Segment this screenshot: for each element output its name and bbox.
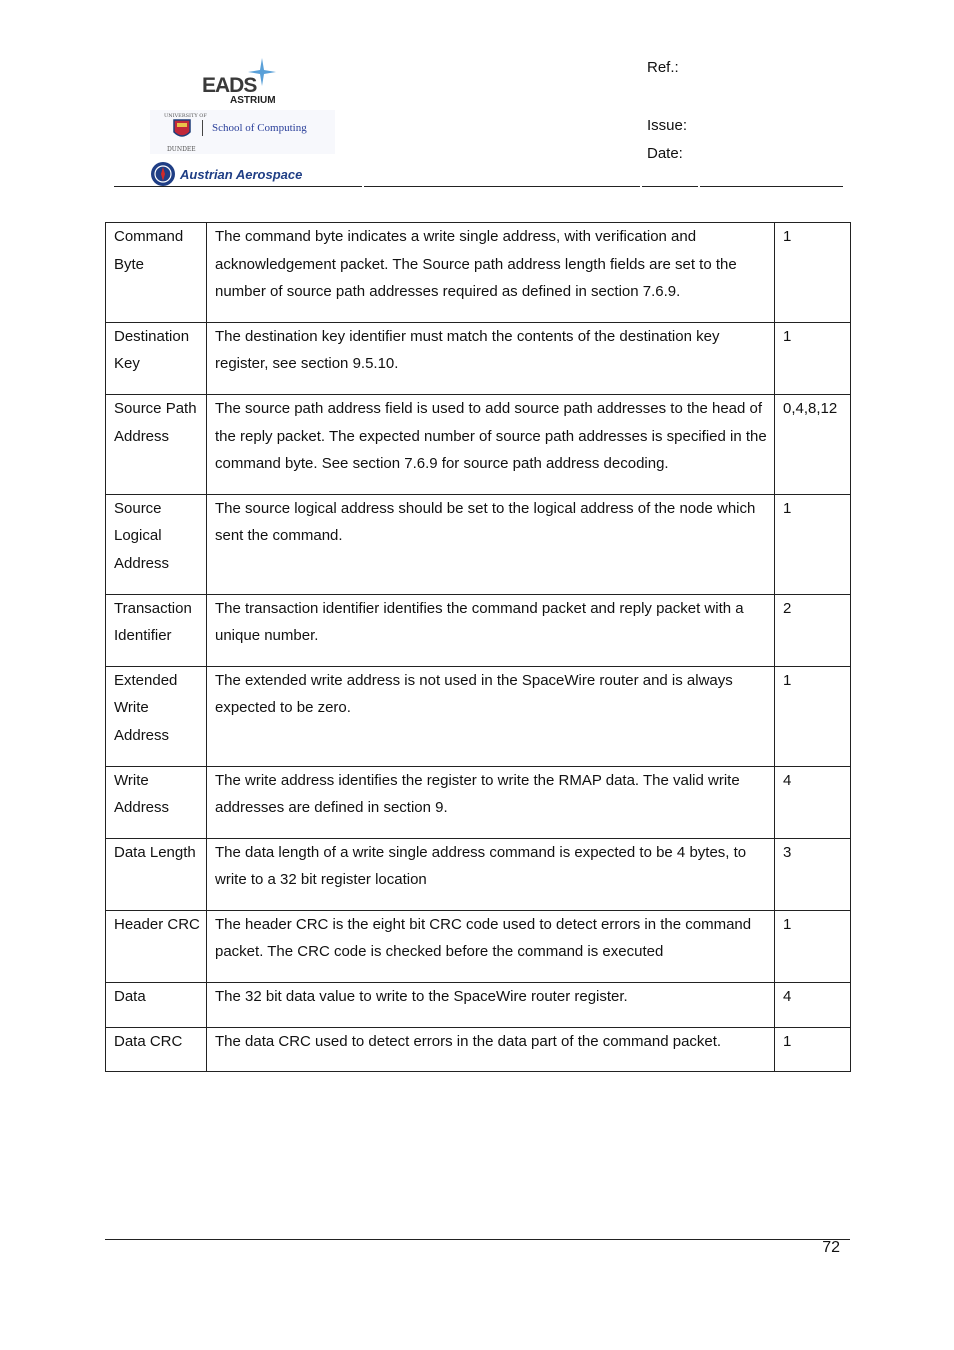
table-row [106, 666, 851, 766]
document-header [0, 0, 954, 200]
austrian-aerospace-text: Austrian Aerospace [180, 167, 303, 182]
field-size-cell: 1 [775, 223, 851, 323]
table-row [106, 1027, 851, 1072]
field-description-cell: The source path address field is used to add source path addresses to the head of the reply packet. The expected number of source path addresses is specified in the command byte. See section 7.6.9 for source path address decoding. [207, 394, 775, 494]
field-name-cell: Data CRC [106, 1027, 207, 1072]
page-number: 72 [822, 1239, 840, 1256]
school-of-computing-text: School of Computing [212, 122, 307, 134]
header-rule-logo [114, 186, 362, 187]
field-description-cell: The header CRC is the eight bit CRC code used to detect errors in the command packet. The CRC code is checked before the command is executed [207, 910, 775, 982]
field-size-cell: 4 [775, 983, 851, 1028]
field-description-cell: The 32 bit data value to write to the SpaceWire router register. [207, 983, 775, 1028]
ref-label: Ref.: [647, 59, 679, 76]
field-size-cell: 4 [775, 766, 851, 838]
issue-label: Issue: [647, 117, 688, 134]
eads-logo-text: EADS [202, 74, 257, 97]
field-description-cell: The transaction identifier identifies the command packet and reply packet with a unique number. [207, 594, 775, 666]
astrium-logo-text: ASTRIUM [230, 95, 276, 106]
footer-rule [105, 1239, 850, 1240]
table-row [106, 983, 851, 1028]
field-name-cell: Write Address [106, 766, 207, 838]
table-row [106, 838, 851, 910]
field-size-cell: 1 [775, 1027, 851, 1072]
field-name-cell: Destination Key [106, 322, 207, 394]
field-description-cell: The write address identifies the register to write the RMAP data. The valid write addresses are defined in section 9. [207, 766, 775, 838]
table-row [106, 910, 851, 982]
field-name-cell: Header CRC [106, 910, 207, 982]
field-size-cell: 3 [775, 838, 851, 910]
field-description-cell: The data length of a write single address command is expected to be 4 bytes, to write to a 32 bit register location [207, 838, 775, 910]
field-name-cell: Source Path Address [106, 394, 207, 494]
field-name-cell: Source Logical Address [106, 494, 207, 594]
table-row [106, 494, 851, 594]
field-name-cell: Command Byte [106, 223, 207, 323]
header-rule-middle [364, 186, 640, 187]
rmap-field-table-body [106, 223, 851, 1072]
field-size-cell: 1 [775, 494, 851, 594]
field-description-cell: The extended write address is not used in the SpaceWire router and is always expected to be zero. [207, 666, 775, 766]
field-description-cell: The source logical address should be set to the logical address of the node which sent the command. [207, 494, 775, 594]
field-size-cell: 1 [775, 666, 851, 766]
field-description-cell: The destination key identifier must match the contents of the destination key register, see section 9.5.10. [207, 322, 775, 394]
field-description-cell: The command byte indicates a write single address, with verification and acknowledgement packet. The Source path address length fields are set to the number of source path addresses required as defined in section 7.6.9. [207, 223, 775, 323]
rmap-field-table [105, 222, 851, 1072]
field-size-cell: 1 [775, 910, 851, 982]
field-size-cell: 1 [775, 322, 851, 394]
table-row [106, 766, 851, 838]
eads-astrium-logo [200, 56, 280, 108]
table-row [106, 394, 851, 494]
date-label: Date: [647, 145, 683, 162]
field-name-cell: Extended Write Address [106, 666, 207, 766]
table-row [106, 322, 851, 394]
field-name-cell: Transaction Identifier [106, 594, 207, 666]
field-description-cell: The data CRC used to detect errors in the data part of the command packet. [207, 1027, 775, 1072]
austrian-aerospace-logo [150, 160, 332, 188]
table-row [106, 594, 851, 666]
dundee-arc-text: UNIVERSITY OF [164, 113, 207, 119]
dundee-text: DUNDEE [167, 146, 196, 153]
dundee-school-of-computing-logo [150, 110, 335, 154]
field-size-cell: 0,4,8,12 [775, 394, 851, 494]
field-size-cell: 2 [775, 594, 851, 666]
field-name-cell: Data Length [106, 838, 207, 910]
table-row [106, 223, 851, 323]
header-rule-label [642, 186, 698, 187]
header-rule-value [700, 186, 843, 187]
field-name-cell: Data [106, 983, 207, 1028]
